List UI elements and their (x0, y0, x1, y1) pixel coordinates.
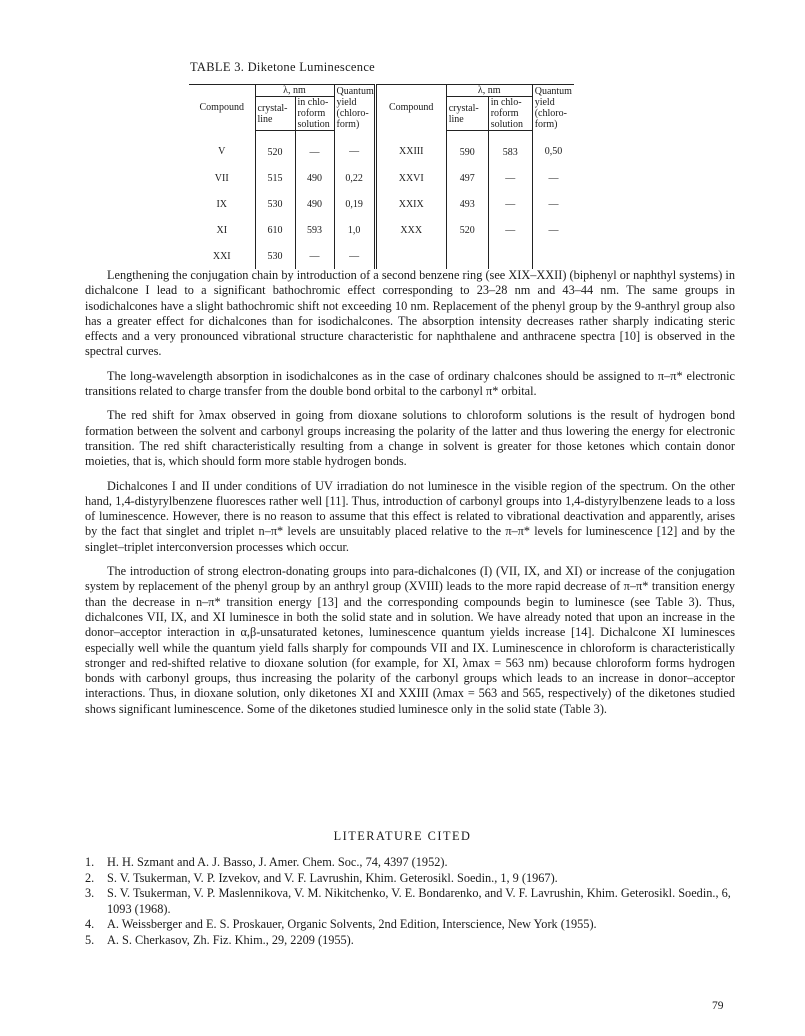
cell-crystalline: 530 (255, 243, 295, 269)
cell-crystalline-2 (446, 243, 488, 269)
cell-crystalline-2: 520 (446, 217, 488, 243)
reference-number: 1. (85, 855, 95, 869)
paragraph: The introduction of strong electron-donating groups into para-dichalcones (I) (VII, IX, and XI) or increase of the conjugation system by replacement of the phenyl group by an anthryl group (XVIII) leads to the more rapid decrease of π–π* transition energy than the decrease in n–π* transition energy [13] and the corresponding compounds begin to luminesce (see Table 3). Thus, dichalcones VII, IX, and XI luminesce in both the solid state and in solution. We have already noted that upon an increase in the donor–acceptor interaction in α,β-unsaturated ketones, luminescence quantum yields increase [14]. Dichalcone XI luminesces especially well while the quantum yield falls sharply for compounds VII and IX. Luminescence in chloroform is characteristically stronger and red-shifted relative to dioxane solution (for example, for XI, λmax = 563 nm) because chloroform forms hydrogen bonds with carbonyl groups, thus increasing the polarity of the carbonyl groups which leads to an increase in donor–acceptor interactions. Thus, in dioxane solution, only diketones XI and XXIII (λmax = 563 and 565, respectively) of the diketones studied shows significant luminescence. Some of the diketones studied luminesce only in the solid state (Table 3). (85, 564, 735, 716)
cell-in-chloroform: — (295, 131, 334, 166)
cell-quantum-yield-2: — (532, 217, 574, 243)
cell-compound: IX (216, 198, 228, 210)
reference-item (85, 917, 735, 933)
header-compound: Compound (189, 85, 255, 131)
paragraph: Lengthening the conjugation chain by introduction of a second benzene ring (see XIX–XXII) (biphenyl or naphthyl systems) in dichalcone I lead to a significant bathochromic effect corresponding to 23–28 nm and 43–44 nm. The same groups in isodichalcones have a slight bathochromic shift not exceeding 10 nm. Replacement of the phenyl group by the 9-anthryl group also has a greater effect for dichalcones than for isodichalcones. The absorption intensity decreases rather sharply indicating steric effects and a very pronounced vibrational structure characteristic for naphthalene and anthracene spectra [10] is observed in the spectral curves. (85, 268, 735, 359)
cell-in-chloroform-2 (488, 243, 532, 269)
reference-number: 5. (85, 932, 95, 947)
cell-compound: XI (216, 224, 228, 236)
table-row (189, 191, 574, 217)
cell-crystalline: 515 (255, 165, 295, 191)
cell-compound-2: XXIII (375, 131, 446, 166)
table-row (189, 131, 574, 166)
table-row (189, 243, 574, 269)
paragraph: Dichalcones I and II under conditions of UV irradiation do not luminesce in the visible region of the spectrum. On the other hand, 1,4-distyrylbenzene fluoresces rather well [11]. Thus, introduction of carbonyl groups into 1,4-distyrylbenzene leads to a loss of luminescence. However, there is no reason to assume that this effect is related to vibrational deactivation and apparently, arises by the fact that singlet and triplet n–π* levels are unsuitably placed relative to the π–π* levels for luminescence [12] and by the singlet–triplet interconversion processes which occur. (85, 478, 735, 554)
header-crystalline-2: crystal- line (446, 97, 488, 131)
reference-text: A. S. Cherkasov, Zh. Fiz. Khim., 29, 2209 (1955). (107, 932, 354, 947)
reference-text: S. V. Tsukerman, V. P. Maslennikova, V. M. Nikitchenko, V. E. Bondarenko, and V. F. Lavrushin, Khim. Geterosikl. Soedin., 6, 1093 (1968). (107, 886, 731, 916)
cell-crystalline-2: 493 (446, 191, 488, 217)
cell-compound: XXI (212, 250, 231, 262)
cell-quantum-yield: — (334, 131, 375, 166)
cell-in-chloroform-2: — (488, 191, 532, 217)
cell-in-chloroform: 593 (295, 217, 334, 243)
references-heading: LITERATURE CITED (333, 829, 472, 843)
cell-crystalline: 530 (255, 191, 295, 217)
header-in-chloroform: in chlo- roform solution (295, 97, 334, 131)
header-quantum-yield: Quantum yield (chloro- form) (334, 85, 375, 131)
reference-number: 2. (85, 870, 95, 885)
reference-item (85, 855, 735, 871)
header-lambda: λ, nm (255, 85, 334, 97)
cell-compound-2: XXX (375, 217, 446, 243)
cell-in-chloroform: — (295, 243, 334, 269)
header-crystalline: crystal- line (255, 97, 295, 131)
table-title: TABLE 3. Diketone Luminescence (190, 60, 376, 74)
reference-item (85, 933, 735, 949)
paragraph: The red shift for λmax observed in going from dioxane solutions to chloroform solutions is the result of hydrogen bond formation between the solvent and carbonyl groups increasing the polarity of the latter and thus lowering the energy for electronic transition. The red shift characteristically resulting from a change in solvent is greater for those ketones which contain donor moieties, that is, which should form more stable hydrogen bonds. (85, 408, 735, 469)
reference-item (85, 871, 735, 887)
cell-compound: V (218, 146, 226, 158)
luminescence-table (189, 84, 574, 269)
cell-crystalline-2: 590 (446, 131, 488, 166)
cell-crystalline: 520 (255, 131, 295, 166)
cell-crystalline-2: 497 (446, 165, 488, 191)
table-body (189, 131, 574, 270)
header-in-chloroform-2: in chlo- roform solution (488, 97, 532, 131)
table-row (189, 165, 574, 191)
cell-in-chloroform-2: 583 (488, 131, 532, 166)
header-lambda-2: λ, nm (446, 85, 532, 97)
reference-text: A. Weissberger and E. S. Proskauer, Organic Solvents, 2nd Edition, Interscience, New York (1955). (107, 917, 597, 931)
cell-compound: VII (214, 172, 229, 184)
cell-crystalline: 610 (255, 217, 295, 243)
reference-item (85, 886, 735, 917)
header-quantum-yield-2: Quantum yield (chloro- form) (532, 85, 574, 131)
reference-number: 3. (85, 886, 95, 900)
cell-quantum-yield: 0,22 (334, 165, 375, 191)
paragraph: The long-wavelength absorption in isodichalcones as in the case of ordinary chalcones should be assigned to π–π* electronic transitions related to charge transfer from the double bond orbital to the carbonyl π* orbital. (85, 368, 735, 399)
cell-quantum-yield-2: — (532, 191, 574, 217)
header-compound-2: Compound (375, 85, 446, 131)
cell-quantum-yield-2: 0,50 (532, 131, 574, 166)
cell-compound-2 (375, 243, 446, 269)
reference-number: 4. (85, 917, 95, 931)
cell-quantum-yield-2 (532, 243, 574, 269)
cell-compound-2: XXIX (375, 191, 446, 217)
table-row (189, 217, 574, 243)
cell-quantum-yield: 0,19 (334, 191, 375, 217)
cell-quantum-yield: 1,0 (334, 217, 375, 243)
reference-text: S. V. Tsukerman, V. P. Izvekov, and V. F. Lavrushin, Khim. Geterosikl. Soedin., 1, 9 (1967). (107, 870, 558, 885)
cell-compound-2: XXVI (375, 165, 446, 191)
cell-in-chloroform-2: — (488, 217, 532, 243)
references-list (85, 855, 735, 948)
reference-text: H. H. Szmant and A. J. Basso, J. Amer. Chem. Soc., 74, 4397 (1952). (107, 855, 448, 869)
body-text (85, 268, 735, 726)
page-number: 79 (712, 1000, 724, 1012)
cell-quantum-yield: — (334, 243, 375, 269)
cell-quantum-yield-2: — (532, 165, 574, 191)
cell-in-chloroform-2: — (488, 165, 532, 191)
cell-in-chloroform: 490 (295, 191, 334, 217)
cell-in-chloroform: 490 (295, 165, 334, 191)
